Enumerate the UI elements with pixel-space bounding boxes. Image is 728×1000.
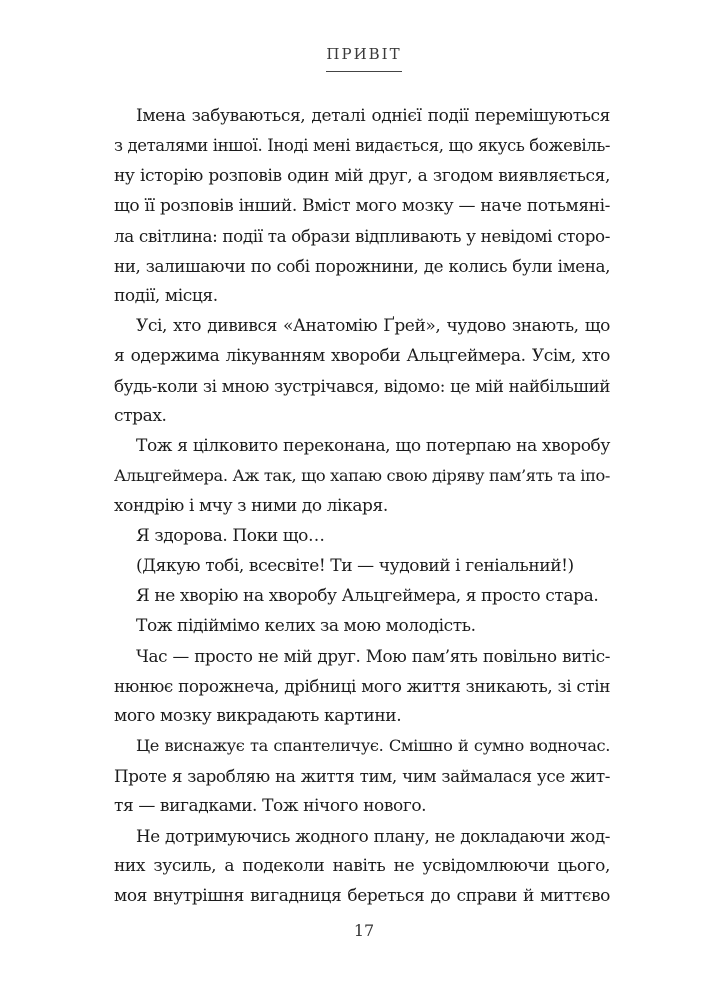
text-line: ну історію розповів один мій друг, а згодом виявляється,: [114, 166, 610, 186]
body-text: [114, 101, 610, 911]
text-line: (Дякую тобі, всесвіте! Ти — чудовий і геніальний!): [136, 556, 574, 576]
running-head: [0, 44, 728, 72]
text-line: Тож підіймімо келих за мою молодість.: [136, 616, 476, 636]
text-line: Усі, хто дивився «Анатомію Ґрей», чудово знають, що: [136, 316, 610, 336]
text-line: Тож я цілковито переконана, що потерпаю на хворобу: [136, 436, 610, 456]
text-line: Я здорова. Поки що…: [136, 526, 325, 546]
text-line: що її розповів інший. Вміст мого мозку — наче потьмяні-: [114, 196, 610, 216]
text-line: Це виснажує та спантеличує. Смішно й сумно водночас.: [136, 736, 610, 755]
text-line: Я не хворію на хворобу Альцгеймера, я просто стара.: [136, 586, 599, 606]
text-line: ни, залишаючи по собі порожнини, де колись були імена,: [114, 256, 610, 276]
text-line: мого мозку викрадають картини.: [114, 706, 402, 726]
text-line: них зусиль, а подеколи навіть не усвідомлюючи цього,: [114, 856, 610, 876]
page-number: 17: [353, 921, 375, 940]
text-line: Не дотримуючись жодного плану, не докладаючи жод-: [136, 826, 610, 846]
running-head-title: ПРИВІТ: [326, 45, 401, 72]
text-line: з деталями іншої. Іноді мені видається, що якусь божевіль-: [114, 136, 611, 155]
text-line: будь-коли зі мною зустрічався, відомо: це мій найбільший: [114, 376, 610, 396]
text-line: я одержима лікуванням хвороби Альцгеймера. Усім, хто: [114, 346, 610, 366]
text-line: Час — просто не мій друг. Мою пам’ять повільно витіс-: [136, 646, 610, 666]
text-line: хондрію і мчу з ними до лікаря.: [114, 496, 388, 516]
text-line: події, місця.: [114, 286, 218, 306]
text-line: Імена забуваються, деталі однієї події перемішуються: [136, 106, 610, 126]
text-line: страх.: [114, 406, 167, 426]
text-line: Альцгеймера. Аж так, що хапаю свою діряву пам’ять та іпо-: [114, 466, 610, 485]
text-line: ла світлина: події та образи відпливають у невідомі сторо-: [114, 226, 610, 246]
text-line: нюнює порожнеча, дрібниці мого життя зникають, зі стін: [114, 676, 610, 696]
text-line: Проте я заробляю на життя тим, чим займалася усе жит-: [114, 766, 610, 786]
text-line: тя — вигадками. Тож нічого нового.: [114, 796, 427, 816]
text-line: моя внутрішня вигадниця береться до справи й миттєво: [114, 886, 610, 906]
